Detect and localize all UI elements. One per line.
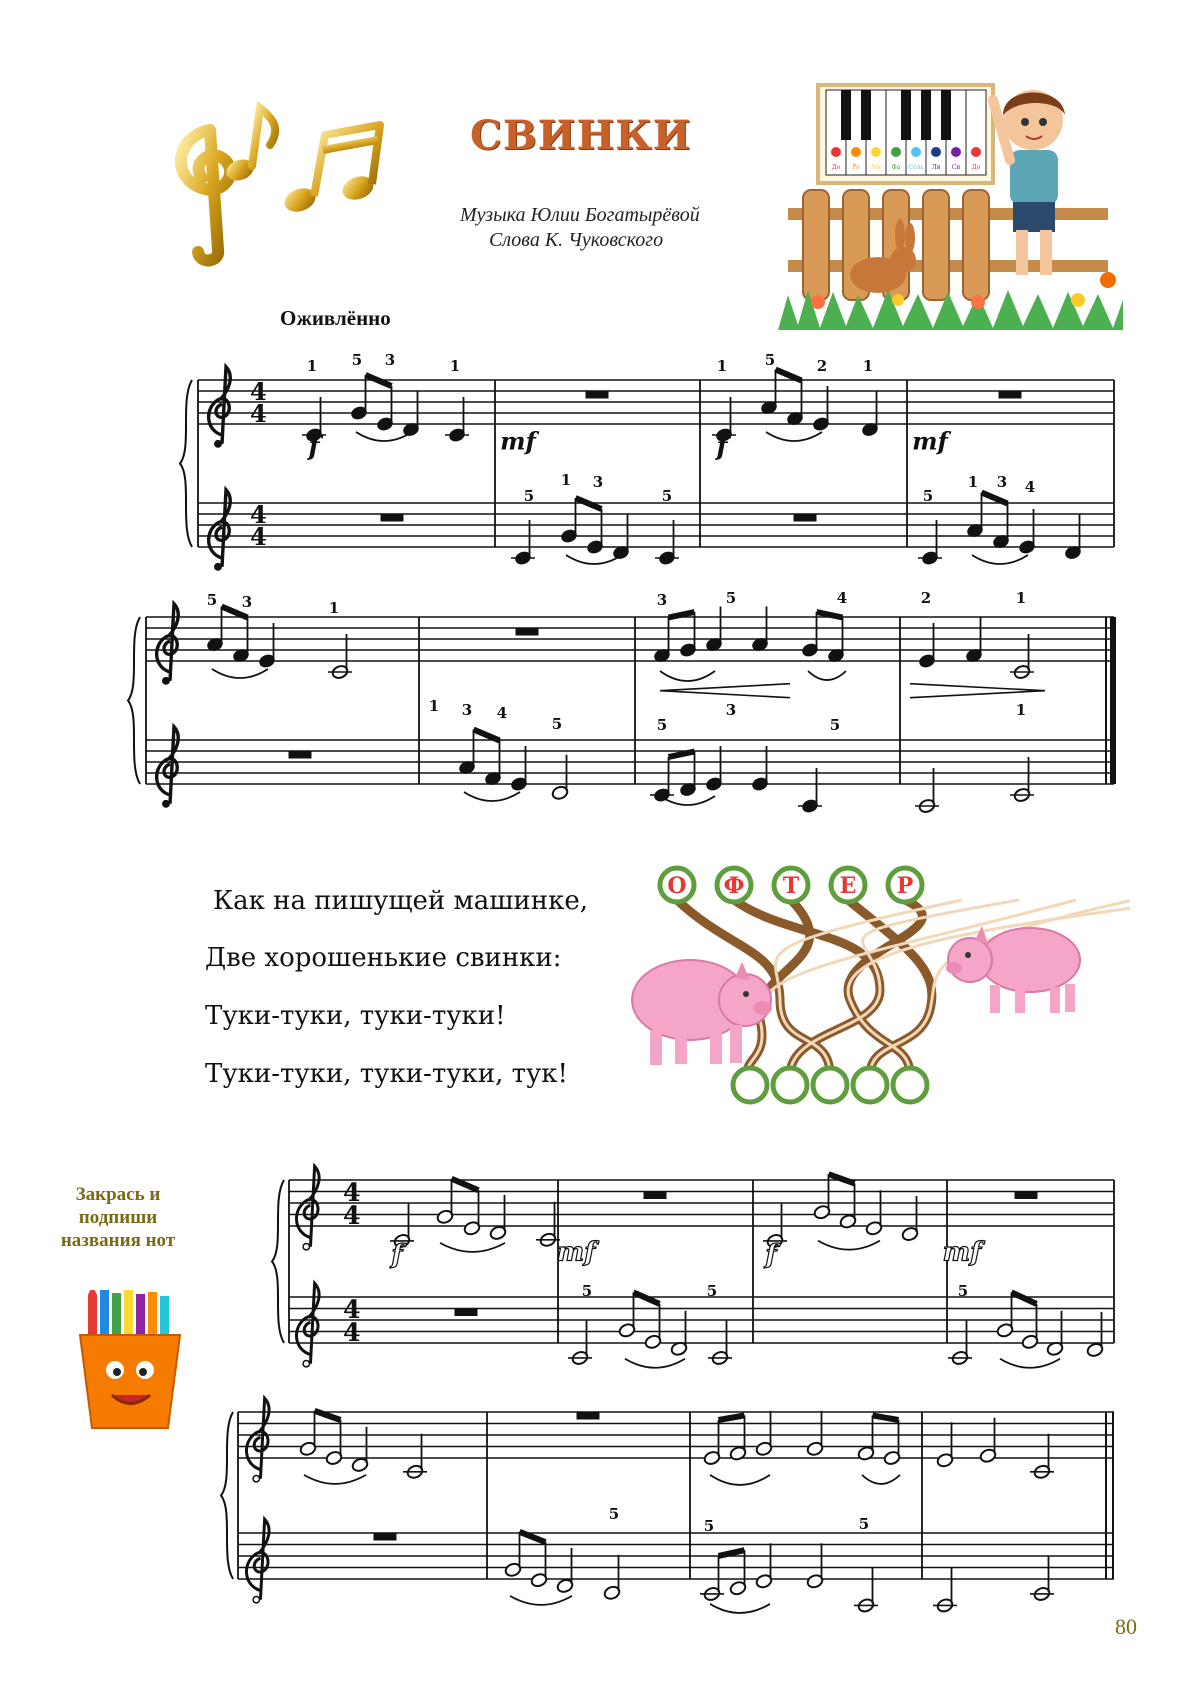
clef-tail bbox=[215, 564, 221, 570]
slur bbox=[510, 1596, 572, 1605]
maze-puzzle bbox=[630, 860, 1130, 1120]
maze-letter: О bbox=[667, 873, 687, 899]
note-beam bbox=[829, 1174, 855, 1183]
time-signature-bottom: 4 bbox=[250, 522, 267, 551]
slur bbox=[625, 1359, 685, 1368]
slur bbox=[356, 432, 412, 441]
whole-rest bbox=[999, 391, 1021, 398]
song-title: СВИНКИ bbox=[470, 112, 692, 159]
key-label: Ре bbox=[852, 164, 860, 171]
composer-credit: Музыка Юлии Богатырёвой bbox=[460, 204, 700, 226]
time-signature-top: 4 bbox=[250, 377, 267, 406]
fingering: 3 bbox=[241, 593, 253, 611]
fingering: 5 bbox=[523, 487, 535, 505]
slur bbox=[766, 432, 822, 441]
note-beam bbox=[873, 1415, 899, 1420]
fingering: 4 bbox=[836, 589, 848, 607]
whole-rest bbox=[794, 514, 816, 521]
fingering: 2 bbox=[816, 357, 828, 375]
fingering: 5 bbox=[656, 716, 668, 734]
key-label: Си bbox=[951, 164, 961, 171]
whole-rest bbox=[644, 1192, 666, 1199]
treble-clef-icon bbox=[157, 727, 179, 804]
bass-staff bbox=[146, 740, 1114, 784]
dynamic-marking-outline: f bbox=[391, 1239, 403, 1270]
treble-staff bbox=[198, 380, 1114, 424]
clef-tail bbox=[253, 1597, 259, 1603]
fingering: 5 bbox=[858, 1515, 870, 1533]
activity-bass-staff bbox=[238, 1533, 1114, 1579]
treble-clef-icon bbox=[246, 1519, 269, 1600]
fingering: 3 bbox=[996, 473, 1008, 491]
clef-tail bbox=[303, 1361, 309, 1367]
key-label: Ля bbox=[931, 164, 941, 171]
fingering: 5 bbox=[725, 589, 737, 607]
system-brace bbox=[221, 1412, 233, 1579]
fingering: 3 bbox=[384, 351, 396, 369]
fingering: 1 bbox=[862, 357, 874, 375]
fingering: 3 bbox=[592, 473, 604, 491]
cup-icon bbox=[80, 1335, 180, 1428]
time-signature-bottom: 4 bbox=[343, 1200, 361, 1230]
fingering: 5 bbox=[706, 1282, 718, 1300]
note-beam bbox=[669, 752, 695, 758]
system-brace bbox=[128, 617, 140, 784]
note-beam bbox=[719, 1415, 745, 1420]
whole-rest bbox=[289, 751, 311, 758]
note-beam bbox=[982, 493, 1008, 504]
slur bbox=[212, 669, 268, 678]
treble-clef-icon bbox=[157, 604, 179, 681]
clef-tail bbox=[215, 441, 221, 447]
slur bbox=[1000, 1359, 1060, 1368]
fingering: 1 bbox=[967, 473, 979, 491]
note-beam bbox=[719, 1550, 745, 1556]
crescendo bbox=[660, 684, 790, 698]
lyric-line: Туки-туки, туки-туки, тук! bbox=[205, 1059, 569, 1089]
fingering: 5 bbox=[661, 487, 673, 505]
fingering: 3 bbox=[656, 591, 668, 609]
activity-bass-staff bbox=[289, 1297, 1114, 1343]
pig-icon bbox=[946, 926, 1080, 1013]
treble-clef-icon bbox=[209, 490, 231, 567]
key-label: До bbox=[971, 164, 981, 171]
answer-circles bbox=[733, 1068, 927, 1102]
diminuendo bbox=[910, 684, 1045, 698]
system-brace bbox=[180, 380, 192, 547]
key-label: Фа bbox=[891, 164, 901, 171]
coloring-instruction: Закрась и подпиши названия нот bbox=[60, 1184, 176, 1251]
fingering: 4 bbox=[496, 704, 508, 722]
fingering: 1 bbox=[1015, 700, 1027, 719]
lyricist-credit: Слова К. Чуковского bbox=[489, 229, 664, 251]
fingering: 5 bbox=[829, 716, 841, 734]
whole-rest bbox=[516, 628, 538, 635]
clef-tail bbox=[253, 1476, 259, 1482]
system-brace bbox=[272, 1180, 284, 1343]
dynamic-marking-outline: mf bbox=[556, 1237, 596, 1268]
activity-treble-staff bbox=[238, 1412, 1114, 1458]
treble-clef-icon bbox=[296, 1166, 319, 1247]
fingering: 5 bbox=[922, 487, 934, 505]
pig-icon bbox=[632, 960, 772, 1065]
fingering: 5 bbox=[764, 351, 776, 369]
fingering: 5 bbox=[551, 715, 563, 733]
key-label: До bbox=[831, 164, 841, 171]
maze-letter: Е bbox=[839, 873, 857, 899]
activity-treble-staff bbox=[289, 1180, 1114, 1226]
whole-rest bbox=[577, 1412, 599, 1419]
page-number: 80 bbox=[1115, 1614, 1137, 1639]
maze-letter: Р bbox=[896, 873, 914, 899]
fingering: 3 bbox=[461, 701, 473, 719]
whole-rest bbox=[455, 1309, 477, 1316]
whole-rest bbox=[1015, 1192, 1037, 1199]
fingering: 5 bbox=[351, 351, 363, 369]
slur bbox=[818, 1241, 880, 1250]
slur bbox=[566, 555, 622, 564]
dynamic-marking: f bbox=[716, 431, 728, 462]
dynamic-marking: f bbox=[308, 431, 320, 462]
lyric-line: Туки-туки, туки-туки! bbox=[205, 1001, 506, 1031]
slur bbox=[972, 555, 1028, 564]
fingering: 1 bbox=[428, 697, 440, 715]
fingering: 1 bbox=[716, 357, 728, 375]
slur bbox=[304, 1475, 366, 1484]
fingering: 1 bbox=[306, 357, 318, 375]
treble-clef-icon bbox=[296, 1283, 319, 1364]
slur bbox=[660, 671, 715, 681]
lyric-line: Две хорошенькие свинки: bbox=[205, 943, 562, 973]
time-signature-bottom: 4 bbox=[250, 399, 267, 428]
clef-tail bbox=[163, 801, 169, 807]
fingering: 3 bbox=[725, 700, 737, 719]
fingering: 2 bbox=[920, 589, 932, 607]
time-signature-top: 4 bbox=[343, 1294, 361, 1324]
maze-letter: Ф bbox=[723, 873, 745, 899]
tempo-marking: Оживлённо bbox=[280, 306, 391, 330]
time-signature-top: 4 bbox=[250, 500, 267, 529]
whole-rest bbox=[381, 514, 403, 521]
whole-rest bbox=[586, 391, 608, 398]
dynamic-marking: mf bbox=[912, 426, 948, 456]
slur bbox=[440, 1243, 505, 1252]
fingering: 5 bbox=[581, 1282, 593, 1300]
note-beam bbox=[1012, 1292, 1037, 1304]
fingering: 5 bbox=[206, 591, 218, 609]
fingering: 5 bbox=[608, 1505, 620, 1523]
fingering: 1 bbox=[1015, 589, 1027, 607]
time-signature-top: 4 bbox=[343, 1177, 361, 1207]
key-label: Ми bbox=[870, 164, 882, 171]
slur bbox=[808, 671, 846, 680]
dynamic-marking-outline: mf bbox=[942, 1237, 982, 1268]
fingering: 1 bbox=[449, 357, 461, 375]
dynamic-marking-outline: f bbox=[765, 1239, 777, 1270]
fingering: 1 bbox=[328, 599, 340, 617]
slur bbox=[710, 1475, 770, 1485]
fingering: 1 bbox=[560, 471, 572, 489]
key-label: Соль bbox=[908, 164, 924, 171]
fingering: 5 bbox=[703, 1517, 715, 1535]
slur bbox=[862, 1475, 900, 1484]
time-signature-bottom: 4 bbox=[343, 1317, 361, 1347]
treble-clef-icon bbox=[209, 367, 231, 444]
pencil-cup-illustration bbox=[70, 1290, 190, 1430]
fingering: 4 bbox=[1024, 478, 1036, 496]
note-beam bbox=[634, 1292, 660, 1304]
treble-clef-icon bbox=[246, 1398, 269, 1479]
lyric-line: Как на пишущей машинке, bbox=[213, 886, 588, 916]
slur bbox=[464, 792, 520, 801]
dynamic-marking: mf bbox=[500, 426, 536, 456]
clef-tail bbox=[303, 1244, 309, 1250]
note-beam bbox=[474, 730, 500, 741]
note-beam bbox=[776, 370, 802, 381]
clef-tail bbox=[163, 678, 169, 684]
whole-rest bbox=[374, 1533, 396, 1540]
slur bbox=[710, 1604, 770, 1613]
fingering: 5 bbox=[957, 1282, 969, 1300]
maze-letter: Т bbox=[782, 873, 800, 899]
